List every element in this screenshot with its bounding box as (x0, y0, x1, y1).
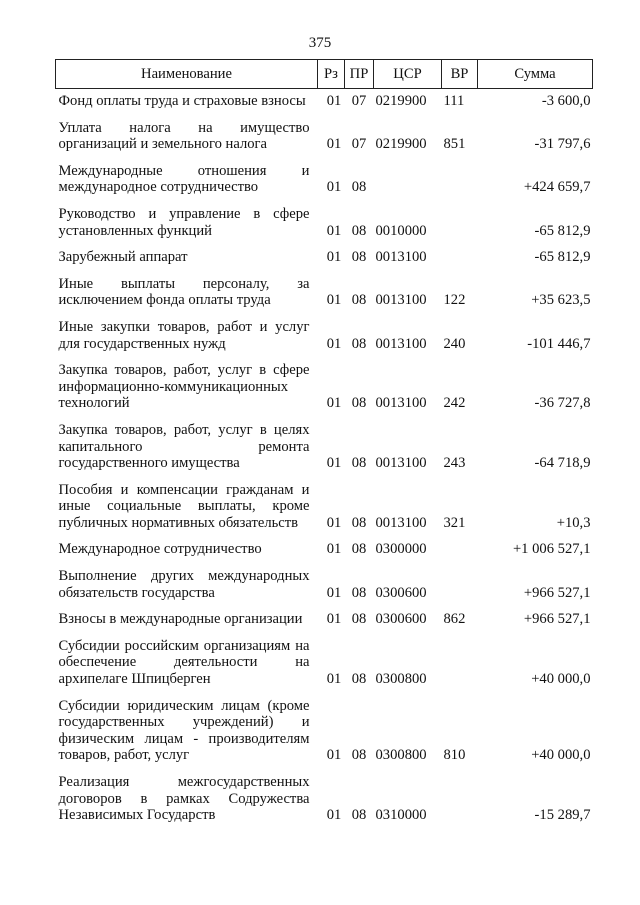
cell-pr: 08 (351, 514, 367, 531)
cell-name: Международное сотрудничество (58, 541, 262, 558)
cell-pr: 08 (351, 671, 367, 688)
cell-rz: 01 (326, 514, 342, 531)
cell-csr: 0219900 (375, 136, 427, 153)
cell-csr: 0300800 (375, 747, 427, 764)
cell-vr: 862 (443, 611, 466, 628)
cell-name: Субсидии российским организациям на обеспечение деятельности на архипелаге Шпицберген (58, 637, 310, 688)
cell-name: Субсидии юридическим лицам (кроме государственных учреждений) и физическим лицам - производителям товаров, работ, услуг (58, 697, 310, 764)
cell-name: Выполнение других международных обязательств государства (58, 568, 310, 601)
cell-rz: 01 (326, 249, 342, 266)
cell-rz: 01 (326, 747, 342, 764)
header-csr: ЦСР (374, 60, 442, 89)
cell-vr: 242 (443, 395, 466, 412)
cell-name: Иные закупки товаров, работ и услуг для государственных нужд (58, 318, 310, 352)
header-pr: ПР (345, 60, 374, 89)
cell-vr (442, 244, 478, 271)
cell-sum: +40 000,0 (531, 671, 591, 688)
table-row (56, 201, 593, 244)
cell-name: Реализация межгосударственных договоров в рамках Содружества Независимых Государств (58, 774, 310, 824)
cell-sum: -3 600,0 (541, 93, 591, 109)
cell-sum: +424 659,7 (523, 179, 591, 196)
cell-rz: 01 (326, 455, 342, 472)
cell-rz: 01 (326, 807, 342, 824)
cell-csr: 0300600 (375, 584, 427, 601)
table-row (56, 693, 593, 769)
header-vr: ВР (442, 60, 478, 89)
cell-sum: +10,3 (556, 514, 591, 531)
table-row (56, 314, 593, 357)
table-row (56, 417, 593, 477)
cell-name: Международные отношения и международное сотрудничество (58, 162, 310, 196)
cell-pr: 08 (351, 541, 367, 558)
cell-csr: 0013100 (375, 395, 427, 412)
cell-name: Закупка товаров, работ, услуг в сфере информационно-коммуникационных технологий (58, 362, 310, 412)
cell-vr (442, 536, 478, 563)
cell-pr: 08 (351, 455, 367, 472)
cell-vr (442, 201, 478, 244)
cell-csr: 0219900 (375, 93, 427, 109)
cell-pr: 08 (351, 249, 367, 266)
cell-csr (374, 158, 442, 201)
cell-name: Пособия и компенсации гражданам и иные социальные выплаты, кроме публичных нормативных обязательств (58, 481, 310, 531)
cell-vr: 810 (443, 747, 466, 764)
cell-sum: +966 527,1 (523, 611, 591, 628)
cell-name: Закупка товаров, работ, услуг в целях капитального ремонта государственного имущества (58, 421, 310, 472)
cell-name: Иные выплаты персоналу, за исключением фонда оплаты труда (58, 275, 310, 309)
cell-rz: 01 (326, 611, 342, 628)
cell-csr: 0013100 (375, 249, 427, 266)
cell-pr: 08 (351, 611, 367, 628)
cell-sum: -64 718,9 (534, 455, 591, 472)
header-name: Наименование (56, 60, 318, 89)
table-header (56, 60, 593, 89)
cell-vr (442, 563, 478, 606)
table-body (56, 89, 593, 829)
table-row (56, 633, 593, 693)
cell-name: Руководство и управление в сфере установленных функций (58, 205, 310, 239)
cell-vr (442, 769, 478, 829)
cell-pr: 08 (351, 747, 367, 764)
cell-pr: 08 (351, 179, 367, 196)
cell-rz: 01 (326, 395, 342, 412)
cell-rz: 01 (326, 179, 342, 196)
cell-sum: -31 797,6 (534, 136, 591, 153)
cell-csr: 0013100 (375, 514, 427, 531)
table-row (56, 563, 593, 606)
cell-sum: +35 623,5 (531, 292, 591, 309)
cell-rz: 01 (326, 541, 342, 558)
cell-pr: 08 (351, 222, 367, 239)
table-row (56, 769, 593, 829)
cell-csr: 0013100 (375, 335, 427, 352)
cell-rz: 01 (326, 671, 342, 688)
cell-name: Взносы в международные организации (58, 611, 303, 628)
header-rz: Рз (318, 60, 345, 89)
cell-csr: 0013100 (375, 292, 427, 309)
cell-vr: 851 (443, 136, 466, 153)
cell-name: Уплата налога на имущество организаций и земельного налога (58, 119, 310, 153)
header-sum: Сумма (478, 60, 593, 89)
table-row (56, 477, 593, 537)
page-number: 375 (308, 35, 332, 51)
cell-csr: 0300000 (375, 541, 427, 558)
cell-pr: 08 (351, 335, 367, 352)
cell-pr: 07 (351, 93, 367, 109)
cell-csr: 0010000 (375, 222, 427, 239)
cell-csr: 0300600 (375, 611, 427, 628)
header-row (56, 60, 593, 89)
cell-vr (442, 633, 478, 693)
cell-vr: 240 (443, 335, 466, 352)
cell-pr: 07 (351, 136, 367, 153)
cell-csr: 0310000 (375, 807, 427, 824)
cell-sum: -65 812,9 (534, 222, 591, 239)
table-row (56, 536, 593, 563)
table-row (56, 158, 593, 201)
cell-pr: 08 (351, 807, 367, 824)
cell-vr: 243 (443, 455, 466, 472)
cell-csr: 0013100 (375, 455, 427, 472)
table-row (56, 271, 593, 314)
cell-pr: 08 (351, 395, 367, 412)
cell-pr: 08 (351, 292, 367, 309)
table-row (56, 357, 593, 417)
table-row (56, 606, 593, 633)
cell-vr: 122 (443, 292, 466, 309)
table-row (56, 115, 593, 158)
table-row (56, 244, 593, 271)
cell-sum: -36 727,8 (534, 395, 591, 412)
cell-vr (442, 158, 478, 201)
cell-name: Фонд оплаты труда и страховые взносы (58, 93, 306, 109)
cell-rz: 01 (326, 136, 342, 153)
cell-name: Зарубежный аппарат (58, 249, 188, 266)
cell-rz: 01 (326, 292, 342, 309)
cell-rz: 01 (326, 335, 342, 352)
table-row (56, 89, 593, 115)
cell-sum: +40 000,0 (531, 747, 591, 764)
cell-sum: +1 006 527,1 (512, 541, 591, 558)
cell-sum: -15 289,7 (534, 807, 591, 824)
budget-table (55, 59, 593, 829)
cell-vr: 321 (443, 514, 466, 531)
cell-sum: +966 527,1 (523, 584, 591, 601)
cell-rz: 01 (326, 222, 342, 239)
cell-csr: 0300800 (375, 671, 427, 688)
cell-vr: 111 (443, 93, 465, 109)
cell-sum: -65 812,9 (534, 249, 591, 266)
cell-rz: 01 (326, 93, 342, 109)
cell-sum: -101 446,7 (527, 335, 591, 352)
cell-pr: 08 (351, 584, 367, 601)
cell-rz: 01 (326, 584, 342, 601)
